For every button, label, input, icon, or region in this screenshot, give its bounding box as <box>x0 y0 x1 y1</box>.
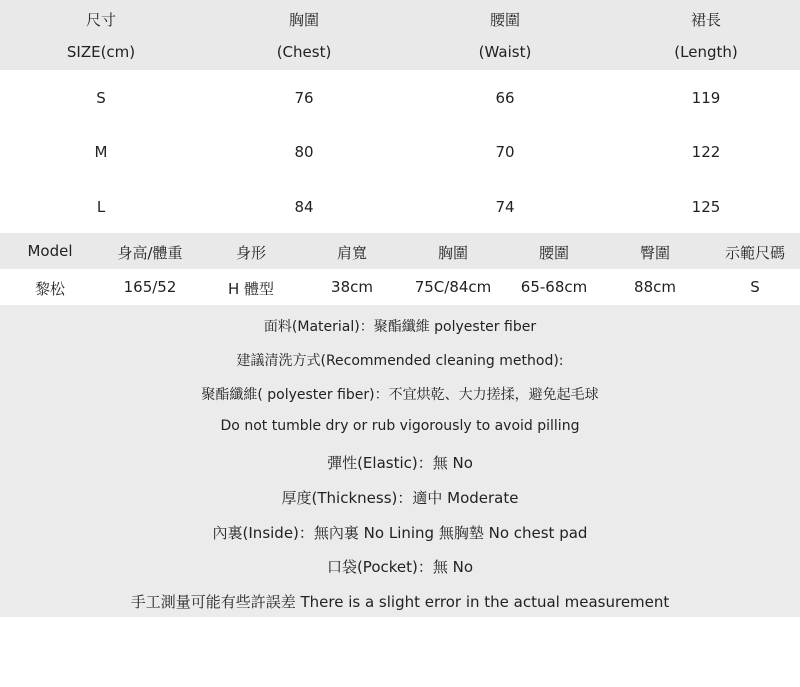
header-size-zh: 尺寸 <box>85 11 117 29</box>
header-model: Model <box>27 242 73 260</box>
length-l: 125 <box>691 198 721 216</box>
model-chest: 75C/84cm <box>414 278 492 296</box>
header-waist-en: (Waist) <box>478 43 532 61</box>
model-height-weight: 165/52 <box>123 278 177 296</box>
inside-line: 內裏(Inside)：無內裏 No Lining 無胸墊 No chest pad <box>212 524 588 542</box>
size-s: S <box>96 89 106 107</box>
size-table-header <box>0 0 800 70</box>
header-chest: 胸圍 <box>437 244 469 262</box>
model-table-body <box>0 269 800 305</box>
header-height-weight: 身高/體重 <box>117 244 183 262</box>
size-l: L <box>96 198 106 216</box>
model-table-header <box>0 233 800 269</box>
model-name: 黎松 <box>34 280 66 298</box>
model-shoulder: 38cm <box>331 278 373 296</box>
model-hip: 88cm <box>634 278 676 296</box>
size-m: M <box>94 143 108 161</box>
header-body-shape: 身形 <box>235 244 267 262</box>
length-m: 122 <box>691 143 721 161</box>
header-hip: 臀圍 <box>639 244 671 262</box>
model-demo-size: S <box>750 278 760 296</box>
measurement-note: 手工測量可能有些許誤差 There is a slight error in the actual measurement <box>130 593 670 611</box>
material-line: 面料(Material)：聚酯纖維 polyester fiber <box>263 319 537 335</box>
cleaning-en-line: Do not tumble dry or rub vigorously to avoid pilling <box>220 418 580 434</box>
model-body-shape: H 體型 <box>227 280 275 298</box>
header-waist-zh: 腰圍 <box>489 11 521 29</box>
header-length-en: (Length) <box>674 43 738 61</box>
header-size-en: SIZE(cm) <box>66 43 136 61</box>
chest-m: 80 <box>294 143 314 161</box>
waist-l: 74 <box>495 198 515 216</box>
waist-s: 66 <box>495 89 515 107</box>
model-waist: 65-68cm <box>520 278 588 296</box>
header-chest-en: (Chest) <box>276 43 332 61</box>
waist-m: 70 <box>495 143 515 161</box>
header-chest-zh: 胸圍 <box>288 11 320 29</box>
header-waist: 腰圍 <box>538 244 570 262</box>
cleaning-heading: 建議清洗方式(Recommended cleaning method): <box>236 353 564 369</box>
size-table-body <box>0 70 800 233</box>
header-shoulder: 肩寬 <box>336 244 368 262</box>
chest-s: 76 <box>294 89 314 107</box>
header-demo-size: 示範尺碼 <box>724 244 786 262</box>
cleaning-zh-line: 聚酯纖維( polyester fiber)：不宜烘乾、大力搓揉，避免起毛球 <box>201 387 599 403</box>
header-length-zh: 裙長 <box>690 11 722 29</box>
chest-l: 84 <box>294 198 314 216</box>
product-info <box>0 305 800 617</box>
elastic-line: 彈性(Elastic)：無 No <box>327 454 473 472</box>
length-s: 119 <box>691 89 721 107</box>
thickness-line: 厚度(Thickness)：適中 Moderate <box>281 489 519 507</box>
pocket-line: 口袋(Pocket)：無 No <box>326 558 474 576</box>
